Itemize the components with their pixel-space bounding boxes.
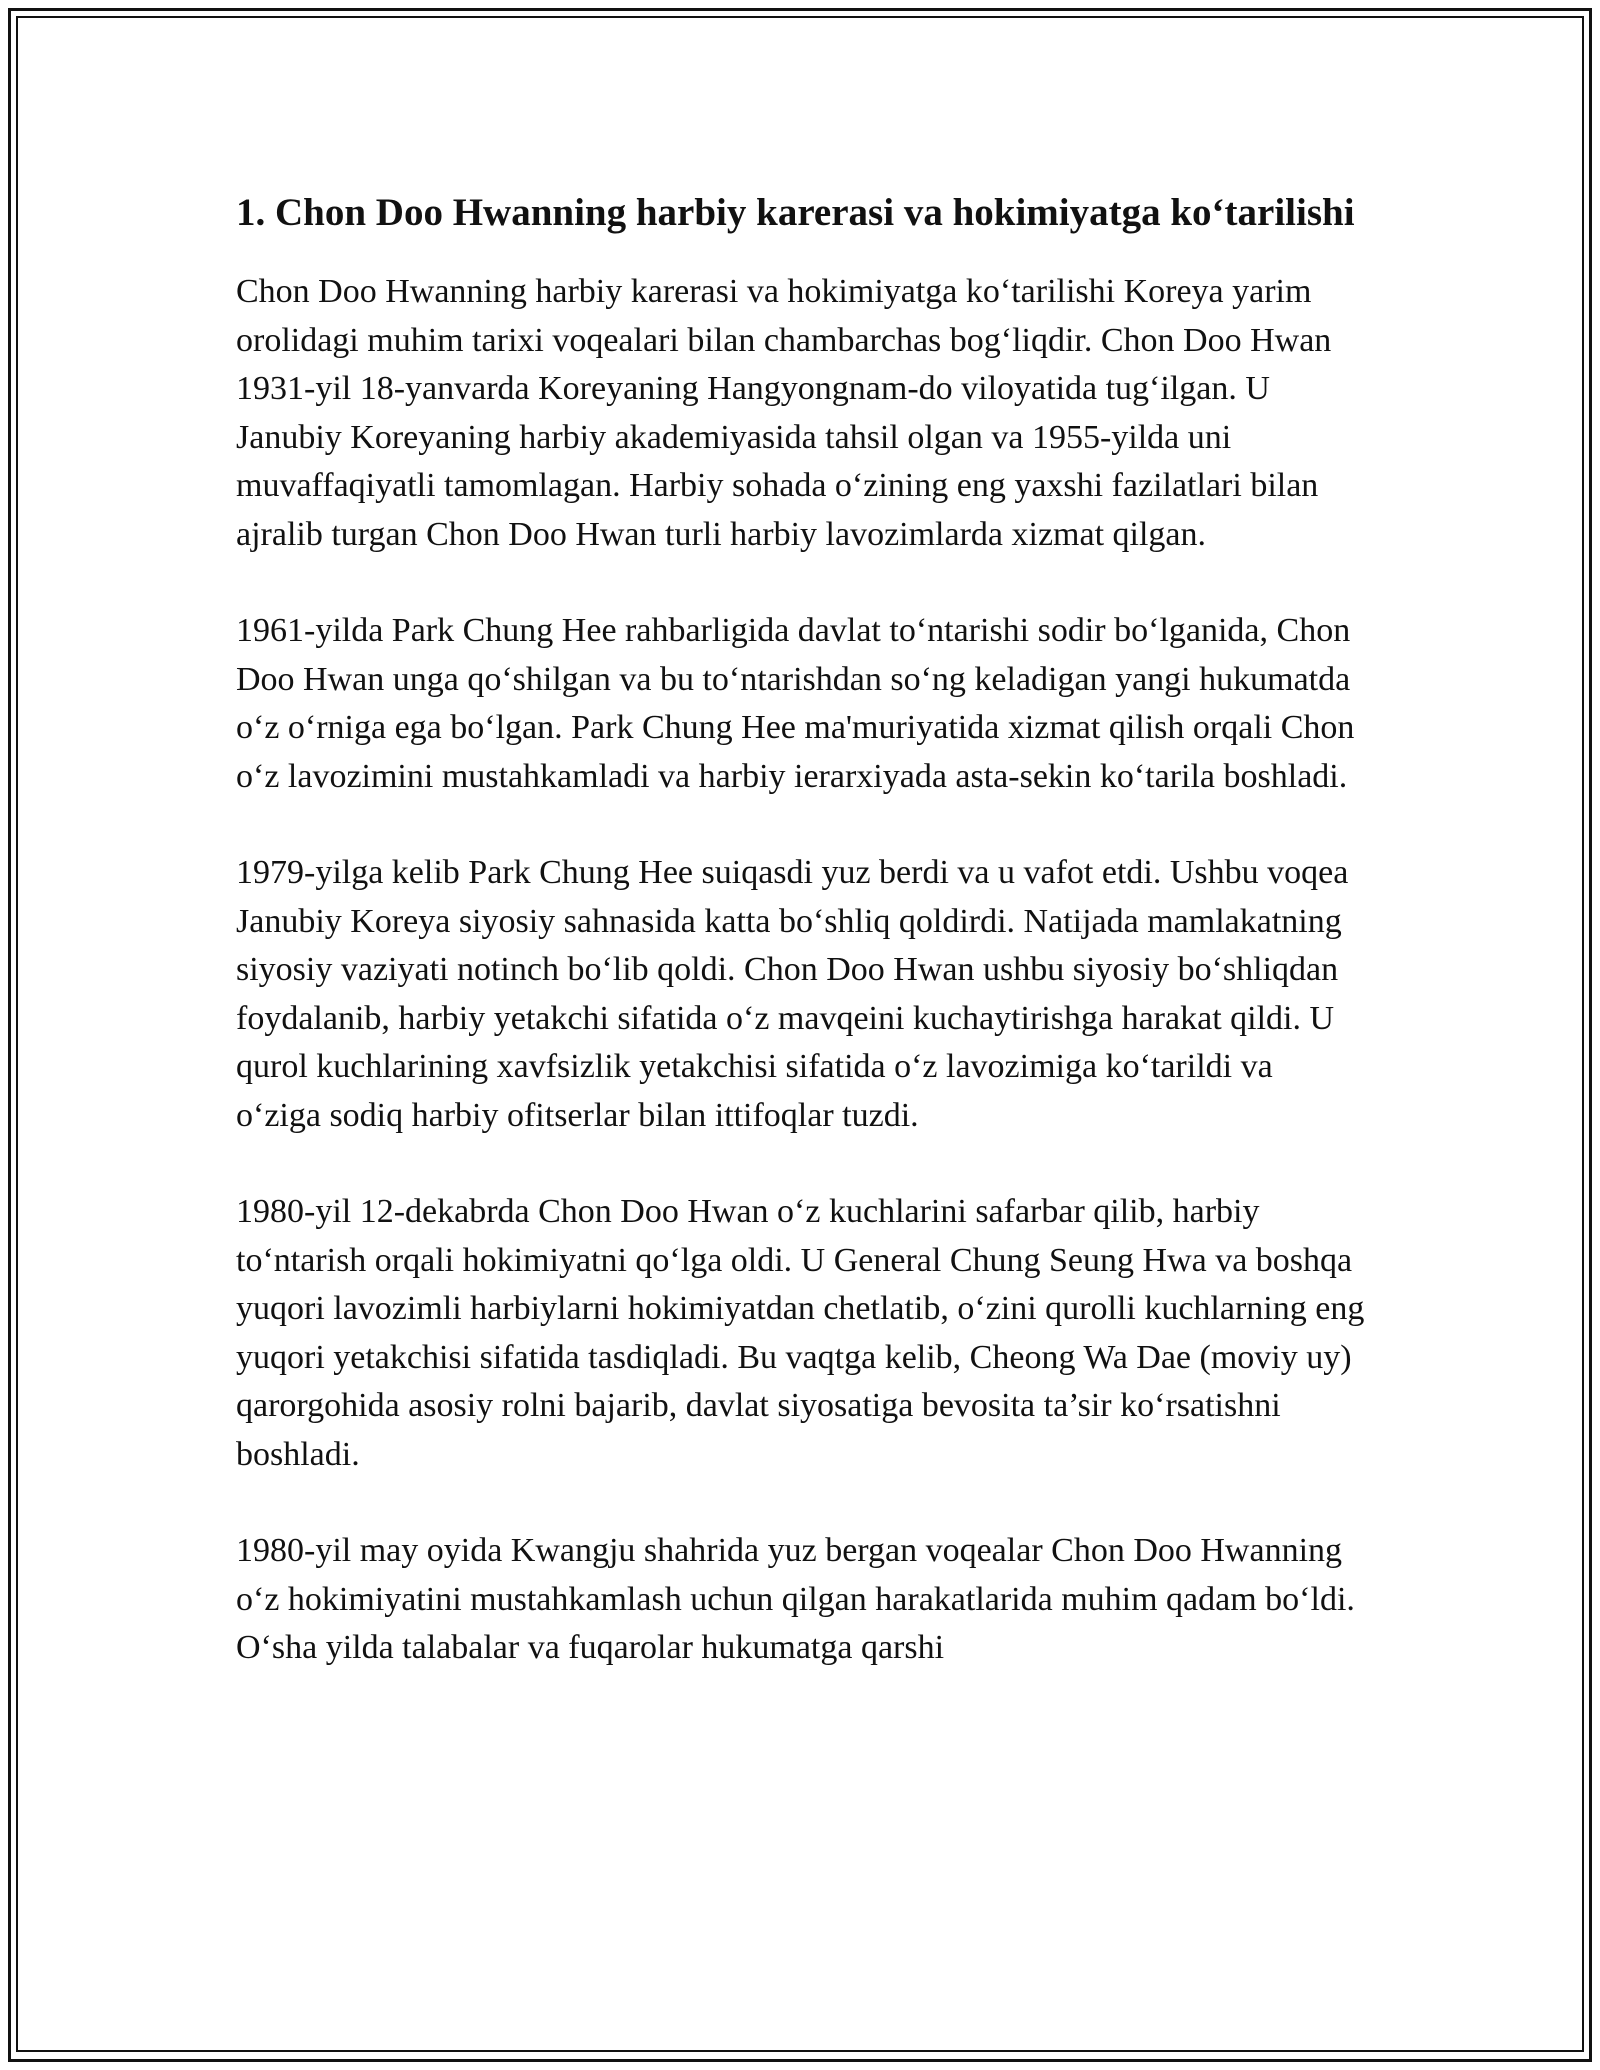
paragraph-3: 1979-yilga kelib Park Chung Hee suiqasdi yuz berdi va u vafot etdi. Ushbu voqea Janubiy Koreya siyosiy sahnasida katta bo‘shliq qoldirdi. Natijada mamlakatning siyosiy vaziyati notinch bo‘lib qoldi. Chon Doo Hwan ushbu siyosiy bo‘shliqdan foydalanib, harbiy yetakchi sifatida o‘z mavqeini kuchaytirishga harakat qildi. U qurol kuchlarining xavfsizlik yetakchisi sifatida o‘z lavozimiga ko‘tarildi va o‘ziga sodiq harbiy ofitserlar bilan ittifoqlar tuzdi. xyxy=(236,854,1349,1134)
section-heading: 1. Chon Doo Hwanning harbiy karerasi va hokimiyatga ko‘tarilishi xyxy=(236,191,1355,234)
paragraph-5: 1980-yil may oyida Kwangju shahrida yuz bergan voqealar Chon Doo Hwanning o‘z hokimiyatini mustahkamlash uchun qilgan harakatlarida muhim qadam bo‘ldi. O‘sha yilda talabalar va fuqarolar hukumatga qarshi xyxy=(236,1532,1355,1666)
paragraph-1: Chon Doo Hwanning harbiy karerasi va hokimiyatga ko‘tarilishi Koreya yarim orolidagi muhim tarixi voqealari bilan chambarchas bog‘liqdir. Chon Doo Hwan 1931-yil 18-yanvarda Koreyaning Hangyongnam-do viloyatida tug‘ilgan. U Janubiy Koreyaning harbiy akademiyasida tahsil olgan va 1955-yilda uni muvaffaqiyatli tamomlagan. Harbiy sohada o‘zining eng yaxshi fazilatlari bilan ajralib turgan Chon Doo Hwan turli harbiy lavozimlarda xizmat qilgan. xyxy=(236,273,1332,553)
paragraph-2: 1961-yilda Park Chung Hee rahbarligida davlat to‘ntarishi sodir bo‘lganida, Chon Doo Hwan unga qo‘shilgan va bu to‘ntarishdan so‘ng keladigan yangi hukumatda o‘z o‘rniga ega bo‘lgan. Park Chung Hee ma'muriyatida xizmat qilish orqali Chon o‘z lavozimini mustahkamladi va harbiy ierarxiyada asta-sekin ko‘tarila boshladi. xyxy=(236,612,1355,795)
paragraph-4: 1980-yil 12-dekabrda Chon Doo Hwan o‘z kuchlarini safarbar qilib, harbiy to‘ntarish orqali hokimiyatni qo‘lga oldi. U General Chung Seung Hwa va boshqa yuqori lavozimli harbiylarni hokimiyatdan chetlatib, o‘zini qurolli kuchlarning eng yuqori yetakchisi sifatida tasdiqladi. Bu vaqtga kelib, Cheong Wa Dae (moviy uy) qarorgohida asosiy rolni bajarib, davlat siyosatiga bevosita ta’sir ko‘rsatishni boshladi. xyxy=(236,1193,1365,1473)
document-body xyxy=(236,186,1366,1721)
